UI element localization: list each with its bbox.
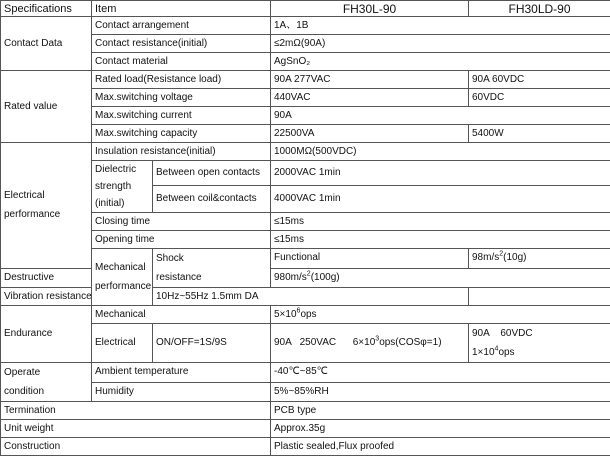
open-contacts-label: Between open contacts: [153, 161, 271, 186]
closing-time-label: Closing time: [92, 213, 271, 231]
group-electrical-performance: [1, 143, 92, 269]
humidity-label: Humidity: [92, 382, 271, 402]
electrical-endurance-a-text: 90A 250VAC 6×10: [274, 337, 375, 348]
functional-label: Functional: [271, 249, 469, 269]
electrical-endurance-a-exponent: 3: [375, 336, 379, 343]
unit-weight-label: Unit weight: [1, 420, 271, 438]
mechanical-endurance-text: 5×10: [274, 309, 297, 320]
onoff-label: ON/OFF=1S/9S: [153, 324, 271, 363]
termination-label: Termination: [1, 402, 271, 420]
destructive-label: Destructive: [1, 268, 92, 288]
table-row: [1, 231, 610, 249]
contact-arrangement-label: Contact arrangement: [92, 17, 271, 35]
unit-weight-value: Approx.35g: [271, 420, 610, 438]
construction-label: Construction: [1, 438, 271, 456]
table-row: [1, 363, 610, 383]
table-row: [1, 161, 610, 186]
vibration-resistance-label: Vibration resistance: [1, 288, 153, 306]
functional-suffix: (10g): [503, 252, 526, 263]
ambient-temperature-value: -40℃~85℃: [271, 363, 610, 383]
opening-time-label: Opening time: [92, 231, 271, 249]
dielectric-line3: (initial): [95, 198, 124, 209]
destructive-value-text: 980m/s: [274, 272, 307, 283]
max-capacity-value-a: 22500VA: [271, 125, 469, 143]
mechanical-endurance-label: Mechanical: [92, 306, 271, 324]
table-row: [1, 382, 610, 402]
table-row: [1, 420, 610, 438]
mechanical-endurance-exponent: 6: [297, 307, 301, 314]
electrical-endurance-b-line2: 1×10: [472, 347, 495, 358]
coil-contacts-value: 4000VAC 1min: [271, 186, 610, 213]
electrical-endurance-a-suffix: ops(COSφ=1): [379, 337, 441, 348]
max-voltage-value-a: 440VAC: [271, 89, 469, 107]
destructive-suffix: (100g): [311, 272, 340, 283]
rated-load-value-a: 90A 277VAC: [271, 71, 469, 89]
table-row: [1, 438, 610, 456]
termination-value: PCB type: [271, 402, 610, 420]
electrical-endurance-b-exponent: 4: [495, 346, 499, 353]
functional-value: [469, 249, 610, 269]
header-model-a: FH30L-90: [271, 1, 469, 17]
table-row: [1, 125, 610, 143]
shock-resistance-label: [153, 249, 271, 288]
electrical-endurance-b-line1: 90A 60VDC: [472, 328, 533, 339]
humidity-value: 5%~85%RH: [271, 382, 610, 402]
contact-resistance-value: ≤2mΩ(90A): [271, 35, 610, 53]
header-specifications: Specifications: [1, 1, 92, 17]
max-voltage-value-b: 60VDC: [469, 89, 610, 107]
table-row: [1, 249, 610, 269]
functional-value-text: 98m/s: [472, 252, 499, 263]
insulation-resistance-label: Insulation resistance(initial): [92, 143, 271, 161]
vibration-resistance-value: 10Hz~55Hz 1.5mm DA: [153, 288, 469, 306]
header-item: Item: [92, 1, 271, 17]
max-capacity-value-b: 5400W: [469, 125, 610, 143]
shock-line2: resistance: [156, 272, 202, 283]
coil-contacts-label: Between coil&contacts: [153, 186, 271, 213]
mechanical-endurance-suffix: ops: [300, 309, 316, 320]
dielectric-line2: strength: [95, 181, 131, 192]
table-row: [1, 402, 610, 420]
insulation-resistance-value: 1000MΩ(500VDC): [271, 143, 610, 161]
group-operate-condition: [1, 363, 92, 402]
closing-time-value: ≤15ms: [271, 213, 610, 231]
max-voltage-label: Max.switching voltage: [92, 89, 271, 107]
electrical-endurance-label: Electrical: [92, 324, 153, 363]
group-electrical-line2: performance: [4, 209, 60, 220]
table-row: [1, 213, 610, 231]
electrical-endurance-value-b: [469, 324, 610, 363]
group-electrical-line1: Electrical: [4, 190, 45, 201]
rated-load-label: Rated load(Resistance load): [92, 71, 271, 89]
table-row: [1, 324, 610, 363]
max-current-label: Max.switching current: [92, 107, 271, 125]
max-capacity-label: Max.switching capacity: [92, 125, 271, 143]
contact-resistance-label: Contact resistance(initial): [92, 35, 271, 53]
table-row: [1, 71, 610, 89]
table-row: [1, 53, 610, 71]
table-row: [1, 107, 610, 125]
contact-material-value: AgSnO₂: [271, 53, 610, 71]
open-contacts-value: 2000VAC 1min: [271, 161, 610, 186]
table-row: [1, 143, 610, 161]
contact-arrangement-value: 1A、1B: [271, 17, 610, 35]
group-operate-line2: condition: [4, 386, 44, 397]
mechanical-endurance-value: [271, 306, 610, 324]
max-current-value: 90A: [271, 107, 610, 125]
destructive-value: [271, 268, 610, 288]
electrical-endurance-value-a: [271, 324, 469, 363]
header-model-b: FH30LD-90: [469, 1, 610, 17]
group-rated-value: Rated value: [1, 71, 92, 143]
construction-value: Plastic sealed,Flux proofed: [271, 438, 610, 456]
functional-exponent: 2: [499, 251, 503, 258]
dielectric-line1: Dielectric: [95, 164, 136, 175]
group-endurance: Endurance: [1, 306, 92, 363]
shock-line1: Shock: [156, 253, 184, 264]
rated-load-value-b: 90A 60VDC: [469, 71, 610, 89]
table-row: [1, 17, 610, 35]
opening-time-value: ≤15ms: [271, 231, 610, 249]
destructive-exponent: 2: [307, 270, 311, 277]
table-row: [1, 288, 610, 306]
table-row: [1, 89, 610, 107]
group-mechanical-line1: Mechanical: [95, 262, 146, 273]
dielectric-strength-label: [92, 161, 153, 213]
group-mechanical-line2: performance: [95, 281, 151, 292]
group-operate-line1: Operate: [4, 367, 40, 378]
ambient-temperature-label: Ambient temperature: [92, 363, 271, 383]
contact-material-label: Contact material: [92, 53, 271, 71]
group-contact-data: Contact Data: [1, 17, 92, 71]
electrical-endurance-b-suffix: ops: [498, 347, 514, 358]
table-row: [1, 35, 610, 53]
table-row: [1, 306, 610, 324]
table-header-row: [1, 1, 610, 17]
